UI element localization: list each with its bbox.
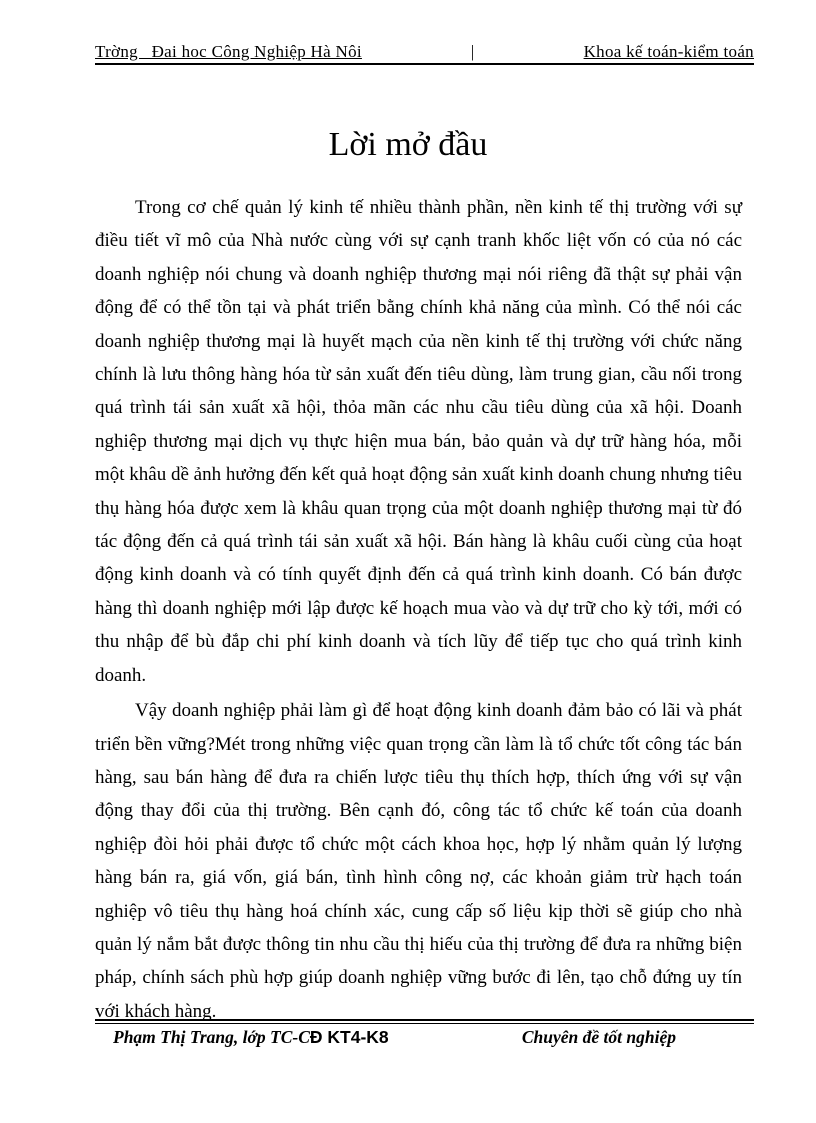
footer-author-name: Phạm Thị Trang, lớp TC-C [113,1027,310,1047]
footer-author-class: Đ KT4-K8 [309,1027,389,1047]
header-school-name: Trờng Đai hoc Công Nghiệp Hà Nôi [95,42,362,61]
page-footer [95,1019,754,1048]
footer-author [95,1027,389,1048]
document-body [95,191,742,1028]
footer-doc-type: Chuyên đề tốt nghiệp [521,1027,676,1047]
paragraph-intro-1: Trong cơ chế quản lý kinh tế nhiều thành phần, nền kinh tế thị trường với sự điều tiết vĩ mô của Nhà nước cùng với sự cạnh tranh khốc liệt vốn có của nó các doanh nghiệp nói chung và doanh nghiệp thương mại nói riêng đã thật sự phải vận động để có thể tồn tại và phát triển bằng chính khả năng của mình. Có thể nói các doanh nghiệp thương mại là huyết mạch của nền kinh tế thị trường với chức năng chính là lưu thông hàng hóa từ sản xuất đến tiêu dùng, làm trung gian, cầu nối trong quá trình tái sản xuất xã hội, thỏa mãn các nhu cầu tiêu dùng của xã hội. Doanh nghiệp thương mại dịch vụ thực hiện mua bán, bảo quản và dự trữ hàng hóa, mỗi một khâu dề ảnh hưởng đến kết quả hoạt động sản xuất kinh doanh chung nhưng tiêu thụ hàng hóa được xem là khâu quan trọng của một doanh nghiệp thương mại từ đó tác động đến cả quá trình tái sản xuất xã hội. Bán hàng là khâu cuối cùng của hoạt động kinh doanh và có tính quyết định đến cả quá trình kinh doanh. Có bán được hàng thì doanh nghiệp mới lập được kế hoạch mua vào và dự trữ cho kỳ tới, mới có thu nhập để bù đắp chi phí kinh doanh và tích lũy để tiếp tục cho quá trình kinh doanh. [95,197,742,686]
page-header [95,42,754,65]
page-title: Lời mở đầu [328,126,488,163]
paragraph-intro-2: Vậy doanh nghiệp phải làm gì để hoạt động kinh doanh đảm bảo có lãi và phát triển bền vững?Mét trong những việc quan trọng cần làm là tổ chức tốt công tác bán hàng, sau bán hàng để đưa ra chiến lược tiêu thụ thích hợp, thích ứng với sự vận động thay đổi của thị trường. Bên cạnh đó, công tác tổ chức kế toán của doanh nghiệp đòi hỏi phải được tổ chức một cách khoa học, hợp lý nhằm quản lý lượng hàng bán ra, giá vốn, giá bán, tình hình công nợ, các khoản giảm trừ hạch toán nghiệp vô tiêu thụ hàng hoá chính xác, cung cấp số liệu kịp thời sẽ giúp cho nhà quản lý nắm bắt được thông tin nhu cầu thị hiếu của thị trường để đưa ra những biện pháp, chính sách phù hợp giúp doanh nghiệp vững bước đi lên, tạo chỗ đứng uy tín với khách hàng. [95,700,742,1022]
header-faculty-name: Khoa kế toán-kiểm toán [583,42,754,61]
footer-divider [95,1019,754,1024]
header-separator: | [470,42,475,61]
footer-row [95,1027,754,1048]
